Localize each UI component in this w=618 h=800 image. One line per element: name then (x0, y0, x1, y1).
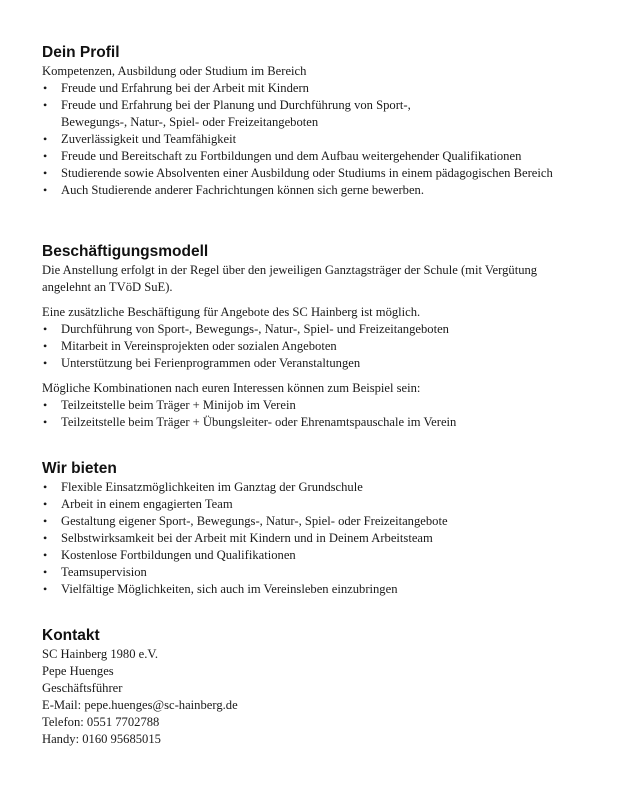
bullet-icon: • (43, 322, 48, 336)
list-item (42, 338, 562, 355)
list-item-text: Arbeit in einem engagierten Team (61, 497, 233, 511)
section-heading: Beschäftigungsmodell (42, 243, 209, 260)
paragraph: Eine zusätzliche Beschäftigung für Angebote des SC Hainberg ist möglich. (42, 305, 421, 319)
bullet-icon: • (43, 514, 48, 528)
section-beschaeftigungsmodell (42, 242, 562, 431)
bullet-icon: • (43, 582, 48, 596)
list-item (42, 165, 561, 182)
section-heading: Dein Profil (42, 44, 120, 61)
section-dein-profil (42, 43, 561, 199)
list-item-text: Unterstützung bei Ferienprogrammen oder Veranstaltungen (61, 356, 361, 370)
list-item (42, 97, 421, 131)
bullet-icon: • (43, 565, 48, 579)
bullet-icon: • (43, 356, 48, 370)
list-item (42, 131, 561, 148)
list-item (42, 355, 562, 372)
bullet-icon: • (43, 149, 48, 163)
list-item (42, 397, 562, 414)
list-item (42, 148, 561, 165)
bullet-icon: • (43, 339, 48, 353)
contact-mobile: Handy: 0160 95685015 (42, 732, 161, 746)
contact-phone: Telefon: 0551 7702788 (42, 715, 160, 729)
contact-email[interactable]: E-Mail: pepe.huenges@sc-hainberg.de (42, 698, 238, 712)
bullet-icon: • (43, 98, 48, 112)
list-item (42, 479, 448, 496)
list-item-text: Teamsupervision (61, 565, 147, 579)
list-item-text: Vielfältige Möglichkeiten, sich auch im Vereinsleben einzubringen (61, 582, 398, 596)
list-item-text: Gestaltung eigener Sport-, Bewegungs-, Natur-, Spiel- oder Freizeitangebote (61, 514, 448, 528)
list-item (42, 547, 448, 564)
section-kontakt (42, 626, 238, 748)
section-heading: Wir bieten (42, 460, 117, 477)
list-item-text: Freude und Bereitschaft zu Fortbildungen und dem Aufbau weitergehender Qualifikationen (61, 149, 522, 163)
employment-list (42, 321, 562, 372)
list-item-text: Freude und Erfahrung bei der Arbeit mit Kindern (61, 81, 309, 95)
list-item (42, 564, 448, 581)
bullet-icon: • (43, 497, 48, 511)
list-item (42, 321, 562, 338)
intro-text: Kompetenzen, Ausbildung oder Studium im Bereich (42, 64, 307, 78)
list-item (42, 513, 448, 530)
list-item-text: Freude und Erfahrung bei der Planung und Durchführung von Sport-, Bewegungs-, Natur-, Spiel- oder Freizeitangeboten (61, 98, 411, 129)
bullet-icon: • (43, 166, 48, 180)
list-item-text: Zuverlässigkeit und Teamfähigkeit (61, 132, 237, 146)
list-item-text: Flexible Einsatzmöglichkeiten im Ganztag der Grundschule (61, 480, 363, 494)
list-item (42, 496, 448, 513)
list-item-text: Studierende sowie Absolventen einer Ausbildung oder Studiums in einem pädagogischen Bereich (61, 166, 553, 180)
section-heading: Kontakt (42, 627, 100, 644)
bullet-icon: • (43, 183, 48, 197)
bullet-icon: • (43, 132, 48, 146)
list-item (42, 581, 448, 598)
profile-list (42, 80, 561, 199)
list-item (42, 182, 561, 199)
list-item-text: Teilzeitstelle beim Träger + Übungsleiter- oder Ehrenamtspauschale im Verein (61, 415, 457, 429)
list-item-text: Mitarbeit in Vereinsprojekten oder sozialen Angeboten (61, 339, 337, 353)
combination-list (42, 397, 562, 431)
bullet-icon: • (43, 81, 48, 95)
bullet-icon: • (43, 398, 48, 412)
paragraph: Mögliche Kombinationen nach euren Interessen können zum Beispiel sein: (42, 381, 421, 395)
contact-organization: SC Hainberg 1980 e.V. (42, 647, 159, 661)
contact-role: Geschäftsführer (42, 681, 123, 695)
paragraph: Die Anstellung erfolgt in der Regel über den jeweiligen Ganztagsträger der Schule (mit Vergütung angelehnt an TVöD SuE). (42, 263, 538, 294)
list-item-text: Selbstwirksamkeit bei der Arbeit mit Kindern und in Deinem Arbeitsteam (61, 531, 433, 545)
bullet-icon: • (43, 548, 48, 562)
section-wir-bieten (42, 459, 448, 598)
bullet-icon: • (43, 531, 48, 545)
list-item-text: Auch Studierende anderer Fachrichtungen können sich gerne bewerben. (61, 183, 424, 197)
bullet-icon: • (43, 415, 48, 429)
list-item (42, 414, 562, 431)
list-item-text: Durchführung von Sport-, Bewegungs-, Natur-, Spiel- und Freizeitangeboten (61, 322, 449, 336)
bullet-icon: • (43, 480, 48, 494)
list-item-text: Kostenlose Fortbildungen und Qualifikationen (61, 548, 296, 562)
contact-name: Pepe Huenges (42, 664, 114, 678)
list-item (42, 80, 561, 97)
offer-list (42, 479, 448, 598)
list-item-text: Teilzeitstelle beim Träger + Minijob im Verein (61, 398, 296, 412)
list-item (42, 530, 448, 547)
